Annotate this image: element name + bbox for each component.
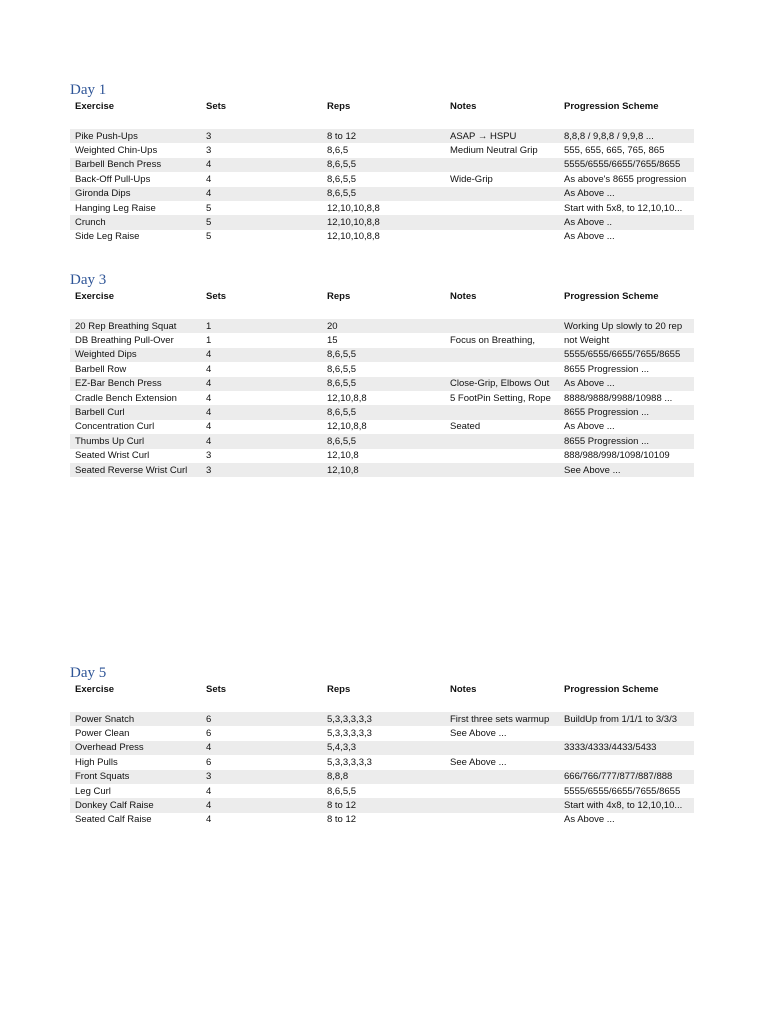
notes-cell: Medium Neutral Grip bbox=[450, 145, 538, 157]
sets-cell: 6 bbox=[201, 712, 322, 726]
table-row bbox=[70, 158, 694, 172]
notes-cell: First three sets warmup bbox=[445, 712, 559, 726]
notes-cell: ASAP → HSPU bbox=[445, 129, 559, 143]
notes-cell: See Above ... bbox=[450, 756, 507, 768]
reps-cell: 20 bbox=[322, 319, 445, 333]
table-row bbox=[70, 129, 694, 143]
sets-cell: 3 bbox=[201, 770, 322, 784]
sets-cell: 4 bbox=[201, 377, 322, 391]
header-progression-scheme: Progression Scheme bbox=[564, 291, 659, 302]
reps-cell: 5,3,3,3,3,3 bbox=[327, 728, 372, 740]
progression-cell: 8,8,8 / 9,8,8 / 9,9,8 ... bbox=[559, 129, 694, 143]
exercise-cell: Barbell Row bbox=[75, 363, 127, 375]
progression-cell: Working Up slowly to 20 rep bbox=[559, 319, 694, 333]
header-exercise: Exercise bbox=[75, 291, 115, 302]
exercise-cell: DB Breathing Pull-Over bbox=[75, 335, 174, 347]
sets-cell: 4 bbox=[206, 392, 212, 404]
reps-cell: 12,10,10,8,8 bbox=[327, 231, 380, 243]
sets-cell: 5 bbox=[206, 202, 212, 214]
notes-cell bbox=[445, 348, 559, 362]
exercise-cell: Cradle Bench Extension bbox=[75, 392, 177, 404]
table-row bbox=[70, 741, 694, 755]
header-exercise: Exercise bbox=[75, 684, 115, 695]
sets-cell: 4 bbox=[201, 158, 322, 172]
notes-cell: Focus on Breathing, bbox=[450, 335, 536, 347]
exercise-cell: Donkey Calf Raise bbox=[70, 798, 201, 812]
exercise-cell: Power Clean bbox=[75, 728, 130, 740]
progression-cell: 555, 655, 665, 765, 865 bbox=[564, 145, 665, 157]
reps-cell: 8,6,5,5 bbox=[322, 187, 445, 201]
exercise-cell: 20 Rep Breathing Squat bbox=[70, 319, 201, 333]
table-row bbox=[70, 143, 694, 157]
progression-cell: As Above ... bbox=[559, 377, 694, 391]
notes-cell: Close-Grip, Elbows Out bbox=[445, 377, 559, 391]
progression-cell: BuildUp from 1/1/1 to 3/3/3 bbox=[559, 712, 694, 726]
exercise-cell: High Pulls bbox=[75, 756, 118, 768]
header-notes: Notes bbox=[450, 684, 477, 695]
header-sets: Sets bbox=[206, 684, 227, 695]
sets-cell: 4 bbox=[206, 814, 212, 826]
table-row bbox=[70, 333, 694, 347]
exercise-cell: Concentration Curl bbox=[75, 421, 155, 433]
exercise-cell: Seated Reverse Wrist Curl bbox=[70, 463, 201, 477]
progression-cell: 5555/6555/6655/7655/8655 bbox=[564, 785, 681, 797]
table-row bbox=[70, 377, 694, 391]
header-reps: Reps bbox=[327, 684, 351, 695]
header-progression-scheme: Progression Scheme bbox=[564, 101, 659, 112]
notes-cell bbox=[445, 158, 559, 172]
reps-cell: 5,4,3,3 bbox=[322, 741, 445, 755]
notes-cell: See Above ... bbox=[450, 728, 507, 740]
sets-cell: 4 bbox=[201, 741, 322, 755]
exercise-cell: EZ-Bar Bench Press bbox=[70, 377, 201, 391]
reps-cell: 8,6,5,5 bbox=[322, 405, 445, 419]
progression-cell: 8655 Progression ... bbox=[559, 405, 694, 419]
notes-cell: Seated bbox=[450, 421, 481, 433]
progression-cell: 888/988/998/1098/10109 bbox=[564, 450, 670, 462]
table-row bbox=[70, 813, 694, 827]
day-3-table bbox=[70, 291, 694, 477]
sets-cell: 5 bbox=[206, 231, 212, 243]
spacer-row bbox=[70, 115, 694, 129]
day-1-title: Day 1 bbox=[70, 82, 107, 98]
table-header-row bbox=[70, 101, 694, 115]
notes-cell bbox=[445, 449, 559, 463]
exercise-cell: Seated Calf Raise bbox=[75, 814, 152, 826]
table-row bbox=[70, 348, 694, 362]
exercise-cell: Weighted Chin-Ups bbox=[75, 145, 158, 157]
table-row bbox=[70, 798, 694, 812]
table-row bbox=[70, 362, 694, 376]
notes-cell bbox=[445, 813, 559, 827]
reps-cell: 8,6,5,5 bbox=[322, 348, 445, 362]
reps-cell: 12,10,8 bbox=[322, 463, 445, 477]
sets-cell: 4 bbox=[206, 785, 212, 797]
header-sets: Sets bbox=[206, 101, 227, 112]
reps-cell: 8,6,5,5 bbox=[327, 363, 357, 375]
progression-cell: As above's 8655 progression bbox=[564, 173, 687, 185]
sets-cell: 3 bbox=[201, 129, 322, 143]
progression-cell: 8888/9888/9988/10988 ... bbox=[564, 392, 673, 404]
day-1-table bbox=[70, 101, 694, 244]
header-reps: Reps bbox=[327, 101, 351, 112]
sets-cell: 3 bbox=[206, 145, 212, 157]
table-row bbox=[70, 391, 694, 405]
table-row bbox=[70, 215, 694, 229]
table-row bbox=[70, 434, 694, 448]
reps-cell: 12,10,8,8 bbox=[327, 421, 367, 433]
reps-cell: 8,6,5,5 bbox=[322, 434, 445, 448]
notes-cell bbox=[445, 187, 559, 201]
reps-cell: 12,10,8,8 bbox=[327, 392, 367, 404]
sets-cell: 6 bbox=[206, 756, 212, 768]
notes-cell: 5 FootPin Setting, Rope bbox=[450, 392, 551, 404]
reps-cell: 5,3,3,3,3,3 bbox=[327, 756, 372, 768]
progression-cell: Start with 4x8, to 12,10,10... bbox=[559, 798, 694, 812]
progression-cell: 8655 Progression ... bbox=[564, 363, 650, 375]
exercise-cell: Power Snatch bbox=[70, 712, 201, 726]
table-row bbox=[70, 755, 694, 769]
header-sets: Sets bbox=[206, 291, 227, 302]
exercise-cell: Back-Off Pull-Ups bbox=[75, 173, 151, 185]
reps-cell: 8,8,8 bbox=[322, 770, 445, 784]
table-row bbox=[70, 230, 694, 244]
table-row bbox=[70, 319, 694, 333]
table-row bbox=[70, 770, 694, 784]
exercise-cell: Hanging Leg Raise bbox=[75, 202, 156, 214]
progression-cell: 5555/6555/6655/7655/8655 bbox=[559, 348, 694, 362]
table-row bbox=[70, 201, 694, 215]
table-header-row bbox=[70, 684, 694, 698]
notes-cell bbox=[445, 215, 559, 229]
notes-cell bbox=[445, 434, 559, 448]
sets-cell: 4 bbox=[206, 363, 212, 375]
progression-cell: As Above ... bbox=[564, 231, 615, 243]
exercise-cell: Barbell Curl bbox=[70, 405, 201, 419]
table-row bbox=[70, 712, 694, 726]
reps-cell: 8 to 12 bbox=[327, 814, 357, 826]
reps-cell: 12,10,10,8,8 bbox=[322, 215, 445, 229]
spacer-cell bbox=[70, 115, 694, 129]
exercise-cell: Leg Curl bbox=[75, 785, 111, 797]
day-5-section bbox=[70, 664, 694, 827]
notes-cell bbox=[445, 784, 559, 798]
sets-cell: 6 bbox=[206, 728, 212, 740]
sets-cell: 3 bbox=[206, 450, 212, 462]
header-exercise: Exercise bbox=[75, 101, 115, 112]
day-5-title: Day 5 bbox=[70, 665, 107, 681]
sets-cell: 4 bbox=[201, 405, 322, 419]
progression-cell: 8655 Progression ... bbox=[559, 434, 694, 448]
reps-cell: 8 to 12 bbox=[322, 129, 445, 143]
exercise-cell: Overhead Press bbox=[70, 741, 201, 755]
spacer-cell bbox=[70, 698, 694, 712]
progression-cell: 5555/6555/6655/7655/8655 bbox=[559, 158, 694, 172]
table-row bbox=[70, 187, 694, 201]
exercise-cell: Weighted Dips bbox=[70, 348, 201, 362]
progression-cell bbox=[559, 726, 694, 740]
sets-cell: 3 bbox=[201, 463, 322, 477]
sets-cell: 5 bbox=[201, 215, 322, 229]
reps-cell: 8,6,5,5 bbox=[322, 377, 445, 391]
notes-cell bbox=[445, 319, 559, 333]
exercise-cell: Seated Wrist Curl bbox=[75, 450, 150, 462]
exercise-cell: Gironda Dips bbox=[70, 187, 201, 201]
progression-cell: 3333/4333/4433/5433 bbox=[559, 741, 694, 755]
day-5-table bbox=[70, 684, 694, 827]
reps-cell: 8,6,5,5 bbox=[327, 785, 357, 797]
exercise-cell: Barbell Bench Press bbox=[70, 158, 201, 172]
sets-cell: 4 bbox=[206, 173, 212, 185]
notes-cell: Wide-Grip bbox=[450, 173, 493, 185]
notes-cell bbox=[445, 741, 559, 755]
spacer-row bbox=[70, 698, 694, 712]
progression-cell: not Weight bbox=[564, 335, 610, 347]
sets-cell: 1 bbox=[206, 335, 212, 347]
reps-cell: 12,10,8 bbox=[327, 450, 359, 462]
header-reps: Reps bbox=[327, 291, 351, 302]
day-1-section bbox=[70, 81, 694, 244]
table-header-row bbox=[70, 291, 694, 305]
exercise-cell: Pike Push-Ups bbox=[70, 129, 201, 143]
progression-cell: 666/766/777/877/887/888 bbox=[559, 770, 694, 784]
sets-cell: 4 bbox=[206, 421, 212, 433]
spacer-cell bbox=[70, 305, 694, 319]
reps-cell: 8,6,5,5 bbox=[322, 158, 445, 172]
header-notes: Notes bbox=[450, 101, 477, 112]
table-row bbox=[70, 449, 694, 463]
notes-cell bbox=[445, 463, 559, 477]
exercise-cell: Side Leg Raise bbox=[75, 231, 140, 243]
sets-cell: 4 bbox=[201, 798, 322, 812]
progression-cell: Start with 5x8, to 12,10,10... bbox=[564, 202, 683, 214]
table-row bbox=[70, 172, 694, 186]
table-row bbox=[70, 784, 694, 798]
table-row bbox=[70, 463, 694, 477]
progression-cell: See Above ... bbox=[559, 463, 694, 477]
exercise-cell: Front Squats bbox=[70, 770, 201, 784]
table-row bbox=[70, 726, 694, 740]
exercise-cell: Crunch bbox=[70, 215, 201, 229]
progression-cell bbox=[559, 755, 694, 769]
notes-cell bbox=[445, 798, 559, 812]
sets-cell: 4 bbox=[201, 348, 322, 362]
sets-cell: 1 bbox=[201, 319, 322, 333]
notes-cell bbox=[445, 770, 559, 784]
notes-cell bbox=[445, 362, 559, 376]
table-row bbox=[70, 405, 694, 419]
progression-cell: As Above ... bbox=[564, 814, 615, 826]
table-row bbox=[70, 420, 694, 434]
reps-cell: 15 bbox=[327, 335, 338, 347]
exercise-cell: Thumbs Up Curl bbox=[70, 434, 201, 448]
notes-cell bbox=[445, 201, 559, 215]
progression-cell: As Above ... bbox=[559, 187, 694, 201]
sets-cell: 4 bbox=[201, 434, 322, 448]
header-progression-scheme: Progression Scheme bbox=[564, 684, 659, 695]
reps-cell: 5,3,3,3,3,3 bbox=[322, 712, 445, 726]
header-notes: Notes bbox=[450, 291, 477, 302]
reps-cell: 8,6,5 bbox=[327, 145, 349, 157]
reps-cell: 12,10,10,8,8 bbox=[327, 202, 380, 214]
reps-cell: 8 to 12 bbox=[322, 798, 445, 812]
sets-cell: 4 bbox=[201, 187, 322, 201]
day-3-title: Day 3 bbox=[70, 272, 107, 288]
day-3-section bbox=[70, 271, 694, 477]
progression-cell: As Above .. bbox=[559, 215, 694, 229]
notes-cell bbox=[445, 405, 559, 419]
progression-cell: As Above ... bbox=[564, 421, 615, 433]
notes-cell bbox=[445, 230, 559, 244]
spacer-row bbox=[70, 305, 694, 319]
reps-cell: 8,6,5,5 bbox=[327, 173, 357, 185]
